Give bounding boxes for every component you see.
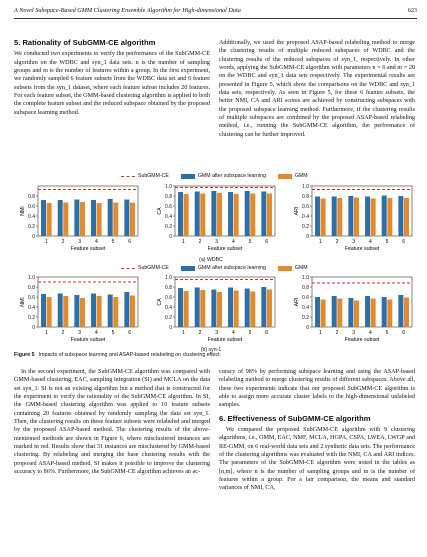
bar-gmm-subspace bbox=[178, 192, 183, 236]
bar-gmm-subspace bbox=[398, 295, 403, 327]
x-tick-label: 5 bbox=[111, 239, 115, 245]
paragraph: Additionally, we used the proposed ASAP-based relabeling method to merge the clustering results of multiple reduced subspaces of WDBC and the clustering results of the reduced subspaces of syn_1, respectively. In other words, applying the SubGMM-CE algorithm with parameters n = 6 and m = 20 on the WDBC and syn_1 data sets respectively. The experimental results are presented in Figure 5, which show the comparisons on the WDBC and syn_1 data sets, respectively. As seen in Figure 5, for these 6 feature subsets, the better NMI, CA and ARI scores are achieved by constructing subspaces with the proposed subspace learning method. Furthermore, if the clustering results of multiple subspaces are combined by the proposed ASAP-based relabeling method, i.e., running the SubGMM-CE algorithm, the performance of clustering can be further improved. bbox=[219, 40, 415, 138]
x-tick-label: 6 bbox=[402, 239, 406, 245]
y-tick-label: 0.8 bbox=[28, 284, 35, 291]
x-tick-label: 5 bbox=[248, 239, 252, 245]
bar-gmm bbox=[97, 203, 102, 236]
legend-item bbox=[278, 173, 308, 179]
bar-gmm-subspace bbox=[91, 294, 96, 328]
x-tick-label: 3 bbox=[215, 239, 219, 245]
y-tick-label: 0.2 bbox=[302, 223, 309, 230]
bar-gmm-subspace bbox=[124, 200, 129, 237]
x-axis-label: Feature subset bbox=[344, 246, 380, 252]
chart-wdbc-ca bbox=[155, 180, 285, 255]
y-tick-label: 1.0 bbox=[165, 274, 172, 281]
y-tick-label: 1.0 bbox=[302, 274, 309, 281]
blue-swatch bbox=[181, 266, 195, 271]
x-tick-label: 2 bbox=[198, 330, 202, 336]
y-tick-label: 0.2 bbox=[165, 223, 172, 230]
legend-label: SubGMM-CE bbox=[138, 173, 169, 179]
x-tick-label: 1 bbox=[181, 239, 185, 245]
chart-syn1-nmi bbox=[18, 271, 148, 346]
y-tick-label: 0.2 bbox=[28, 223, 35, 230]
x-tick-label: 3 bbox=[215, 330, 219, 336]
bar-gmm-subspace bbox=[74, 295, 79, 327]
bar-gmm-subspace bbox=[41, 200, 46, 236]
legend-item bbox=[181, 173, 266, 179]
legend-item bbox=[121, 173, 169, 179]
x-tick-label: 2 bbox=[61, 330, 65, 336]
y-tick-label: 0.8 bbox=[302, 284, 309, 291]
plot-frame bbox=[175, 186, 275, 236]
y-tick-label: 0 bbox=[32, 233, 35, 240]
x-tick-label: 2 bbox=[198, 239, 202, 245]
y-tick-label: 0.8 bbox=[302, 193, 309, 200]
y-tick-label: 0.8 bbox=[165, 193, 172, 200]
x-tick-label: 6 bbox=[402, 330, 406, 336]
x-axis-label: Feature subset bbox=[207, 337, 243, 343]
bar-gmm-subspace bbox=[178, 288, 183, 327]
x-axis-label: Feature subset bbox=[344, 337, 380, 343]
bar-gmm bbox=[250, 292, 255, 328]
x-tick-label: 4 bbox=[231, 330, 235, 336]
bar-gmm bbox=[250, 194, 255, 237]
x-tick-label: 3 bbox=[352, 330, 356, 336]
y-tick-label: 0.6 bbox=[28, 203, 35, 210]
y-tick-label: 0.8 bbox=[28, 193, 35, 200]
x-tick-label: 4 bbox=[94, 330, 98, 336]
page-number: 623 bbox=[407, 7, 417, 14]
dashed-line-swatch bbox=[121, 176, 135, 177]
chart-syn1-ari bbox=[292, 271, 422, 346]
y-tick-label: 0 bbox=[169, 233, 172, 240]
plot-frame bbox=[175, 277, 275, 327]
y-tick-label: 0.4 bbox=[28, 304, 35, 311]
y-tick-label: 0.4 bbox=[302, 304, 309, 311]
y-tick-label: 0.4 bbox=[28, 213, 35, 220]
running-header bbox=[14, 7, 417, 19]
figure-caption bbox=[14, 352, 414, 358]
bar-gmm-subspace bbox=[74, 200, 79, 237]
bar-gmm bbox=[387, 198, 392, 236]
bar-gmm bbox=[113, 203, 118, 237]
bar-gmm-subspace bbox=[332, 296, 337, 327]
bar-gmm-subspace bbox=[245, 191, 250, 236]
section-heading: 6. Effectiveness of SubGMM-CE algorithm bbox=[219, 413, 371, 423]
y-axis-label: NMI bbox=[20, 206, 26, 216]
y-tick-label: 0.4 bbox=[165, 304, 172, 311]
y-axis-label: CA bbox=[157, 207, 163, 215]
x-tick-label: 6 bbox=[265, 330, 269, 336]
subfigure-label-b: (b) syn-1 bbox=[200, 347, 222, 353]
paragraph: We compared the proposed SubGMM-CE algorithm with 9 clustering algorithms, i.e., GMM, EAC, NMF, MCLA, HGPA, CSPA, LWEA, LWGP and RE-GMM, on 6 real-world data sets and 2 synthetic data sets. The performance of the clustering algorithms was evaluated with the NMI, CA and ARI indices. The parameters of the SubGMM-CE algorithm were noted in the tables as [n,m], where n is the number of sampling groups and m is the number of features within a group. For a fair comparison, the means and standard variances of NMI, CA, bbox=[219, 427, 415, 492]
x-tick-label: 3 bbox=[78, 330, 82, 336]
bar-gmm-subspace bbox=[348, 196, 353, 236]
legend-label: GMM bbox=[294, 265, 308, 271]
y-tick-label: 1.0 bbox=[165, 183, 172, 190]
paragraph: We conducted two experiments to verify the performance of the SubGMM-CE algorithm on the WDBC and syn_1 data sets. n is the number of sampling groups and m is the number of features within a group. In the first experiment, we randomly sampled 6 feature subsets from the WDBC data set and 6 feature subsets from the syn_1 dataset, where each feature subset includes 20 features. For each feature subset, the GMM-based clustering algorithm is applied to both the complete feature subset and the reduced subspace obtained by the proposed subspace learning method. bbox=[14, 51, 210, 116]
bar-gmm bbox=[113, 297, 118, 327]
x-tick-label: 1 bbox=[318, 239, 322, 245]
plot-frame bbox=[312, 186, 412, 236]
bar-gmm bbox=[184, 291, 189, 327]
bar-gmm bbox=[267, 290, 272, 328]
y-tick-label: 0.6 bbox=[302, 294, 309, 301]
y-axis-label: ARI bbox=[294, 297, 300, 307]
y-tick-label: 0.2 bbox=[28, 314, 35, 321]
bar-gmm bbox=[47, 203, 52, 236]
y-tick-label: 0.4 bbox=[165, 213, 172, 220]
x-tick-label: 4 bbox=[231, 239, 235, 245]
bar-gmm bbox=[337, 299, 342, 328]
bar-gmm bbox=[217, 292, 222, 327]
y-tick-label: 0.8 bbox=[165, 284, 172, 291]
subfigure-label-a: (a) WDBC bbox=[199, 257, 223, 263]
bar-gmm bbox=[371, 299, 376, 328]
bar-gmm-subspace bbox=[195, 288, 200, 328]
bar-gmm bbox=[97, 296, 102, 327]
y-tick-label: 0 bbox=[306, 324, 309, 331]
x-axis-label: Feature subset bbox=[70, 337, 106, 343]
x-tick-label: 5 bbox=[385, 239, 389, 245]
bar-gmm bbox=[354, 198, 359, 237]
bar-gmm bbox=[234, 291, 239, 328]
bar-gmm-subspace bbox=[211, 290, 216, 328]
bar-gmm bbox=[130, 296, 135, 328]
bar-gmm bbox=[200, 194, 205, 237]
caption-text: Impacts of subspace learning and ASAP-based relabeling on clustering effect. bbox=[38, 352, 222, 358]
bar-gmm bbox=[371, 199, 376, 237]
legend-label: SubGMM-CE bbox=[138, 265, 169, 271]
bar-gmm bbox=[130, 203, 135, 237]
y-tick-label: 0.6 bbox=[165, 203, 172, 210]
y-tick-label: 0.6 bbox=[28, 294, 35, 301]
body-left-bottom bbox=[14, 368, 210, 476]
plot-frame bbox=[38, 186, 138, 236]
bar-gmm-subspace bbox=[365, 296, 370, 327]
y-tick-label: 0 bbox=[169, 324, 172, 331]
dashed-line-swatch bbox=[121, 268, 135, 269]
bar-gmm bbox=[387, 300, 392, 328]
legend-a bbox=[121, 173, 308, 179]
x-tick-label: 2 bbox=[335, 239, 339, 245]
x-tick-label: 1 bbox=[181, 330, 185, 336]
orange-swatch bbox=[278, 266, 292, 271]
bar-gmm-subspace bbox=[211, 191, 216, 236]
y-tick-label: 1.0 bbox=[302, 183, 309, 190]
x-tick-label: 6 bbox=[128, 239, 132, 245]
x-tick-label: 1 bbox=[44, 330, 48, 336]
y-tick-label: 0.2 bbox=[165, 314, 172, 321]
bar-gmm-subspace bbox=[332, 197, 337, 237]
bar-gmm bbox=[63, 296, 68, 327]
bar-gmm bbox=[337, 198, 342, 236]
header-title: A Novel Subspace-Based GMM Clustering Ensemble Algorithm for High-dimensional Data bbox=[14, 7, 241, 14]
bar-gmm bbox=[404, 298, 409, 328]
x-tick-label: 5 bbox=[248, 330, 252, 336]
paragraph: curacy of 98% by performing subspace learning and using the ASAP-based relabeling method to merge clustering results of different subspaces. Above all, these two experiments indicate that our proposed SubGMM-CE algorithm is able to assign more accurate cluster labels to the high-dimensional unlabeled samples. bbox=[219, 369, 415, 409]
bar-gmm-subspace bbox=[398, 196, 403, 236]
x-tick-label: 1 bbox=[44, 239, 48, 245]
bar-gmm bbox=[63, 203, 68, 237]
plot-frame bbox=[312, 277, 412, 327]
bar-gmm bbox=[267, 194, 272, 237]
x-tick-label: 4 bbox=[368, 239, 372, 245]
x-tick-label: 6 bbox=[128, 330, 132, 336]
y-tick-label: 1.0 bbox=[28, 274, 35, 281]
bar-gmm-subspace bbox=[91, 200, 96, 236]
y-axis-label: NMI bbox=[20, 297, 26, 307]
bar-gmm-subspace bbox=[245, 289, 250, 328]
bar-gmm-subspace bbox=[261, 287, 266, 327]
chart-syn1-ca bbox=[155, 271, 285, 346]
section-5-left bbox=[14, 39, 210, 117]
bar-gmm-subspace bbox=[228, 192, 233, 236]
bar-gmm bbox=[321, 300, 326, 328]
y-tick-label: 0 bbox=[306, 233, 309, 240]
bar-gmm-subspace bbox=[315, 197, 320, 237]
x-tick-label: 2 bbox=[61, 239, 65, 245]
body-right-bottom bbox=[219, 368, 415, 493]
x-tick-label: 2 bbox=[335, 330, 339, 336]
bar-gmm-subspace bbox=[41, 294, 46, 327]
bar-gmm-subspace bbox=[124, 292, 129, 327]
bar-gmm bbox=[404, 198, 409, 236]
bar-gmm-subspace bbox=[382, 297, 387, 327]
bar-gmm bbox=[217, 193, 222, 236]
x-tick-label: 1 bbox=[318, 330, 322, 336]
x-axis-label: Feature subset bbox=[207, 246, 243, 252]
bar-gmm bbox=[354, 301, 359, 328]
bar-gmm bbox=[47, 297, 52, 327]
caption-label: Figure 5 bbox=[14, 352, 35, 358]
bar-gmm-subspace bbox=[365, 197, 370, 237]
bar-gmm bbox=[234, 194, 239, 236]
bar-gmm-subspace bbox=[108, 295, 113, 328]
chart-wdbc-nmi bbox=[18, 180, 148, 255]
legend-label: GMM bbox=[294, 173, 308, 179]
bar-gmm bbox=[80, 298, 85, 327]
bar-gmm bbox=[321, 199, 326, 237]
y-tick-label: 0.4 bbox=[302, 213, 309, 220]
bar-gmm-subspace bbox=[382, 196, 387, 237]
orange-swatch bbox=[278, 174, 292, 179]
bar-gmm-subspace bbox=[315, 297, 320, 327]
legend-label: GMM after subspace learning bbox=[197, 265, 266, 271]
x-tick-label: 3 bbox=[352, 239, 356, 245]
plot-frame bbox=[38, 277, 138, 327]
section-heading: 5. Rationality of SubGMM-CE algorithm bbox=[14, 38, 156, 47]
x-tick-label: 3 bbox=[78, 239, 82, 245]
x-axis-label: Feature subset bbox=[70, 246, 106, 252]
y-tick-label: 0.6 bbox=[165, 294, 172, 301]
bar-gmm bbox=[184, 194, 189, 236]
y-axis-label: ARI bbox=[294, 206, 300, 216]
bar-gmm bbox=[200, 290, 205, 327]
x-tick-label: 5 bbox=[111, 330, 115, 336]
y-tick-label: 0 bbox=[32, 324, 35, 331]
x-tick-label: 4 bbox=[368, 330, 372, 336]
x-tick-label: 6 bbox=[265, 239, 269, 245]
legend-label: GMM after subspace learning bbox=[197, 173, 266, 179]
paragraph: In the second experiment, the SubGMM-CE algorithm was compared with GMM-based clustering, EAC, sampling integration (SI) and MCLA on the data set syn_1. SI is not an existing algorithm but a method that is constructed for the experiment to verify the rationality of the SubGMM-CE algorithm. In SI, the GMM-based clustering algorithm was applied to 10 feature subsets containing 20 features obtained by randomly sampling the data set syn_1. Then, the clustering results on these feature subsets were relabeled and merged by the proposed ASAP-based method. The clustering results of the above-mentioned methods are shown in Figure 6, where misclustered instances are marked in red. Results show that 31 instances are misclustered by GMM-based clustering. By relabeling and merging the base clustering results with the proposed ASAP-based method, SI makes it possible to improve the clustering accuracy to 86%. Furthermore, the SubGMM-CE algorithm achieves an ac- bbox=[14, 369, 210, 476]
bar-gmm-subspace bbox=[228, 288, 233, 328]
bar-gmm-subspace bbox=[348, 298, 353, 327]
bar-gmm-subspace bbox=[108, 199, 113, 236]
x-tick-label: 4 bbox=[94, 239, 98, 245]
blue-swatch bbox=[181, 174, 195, 179]
bar-gmm-subspace bbox=[58, 200, 63, 236]
bar-gmm-subspace bbox=[261, 192, 266, 237]
y-axis-label: CA bbox=[157, 298, 163, 306]
y-tick-label: 0.6 bbox=[302, 203, 309, 210]
bar-gmm-subspace bbox=[195, 192, 200, 237]
y-tick-label: 0.2 bbox=[302, 314, 309, 321]
bar-gmm bbox=[80, 202, 85, 236]
x-tick-label: 5 bbox=[385, 330, 389, 336]
bar-gmm-subspace bbox=[58, 294, 63, 328]
section-5-right bbox=[219, 39, 415, 139]
chart-wdbc-ari bbox=[292, 180, 422, 255]
